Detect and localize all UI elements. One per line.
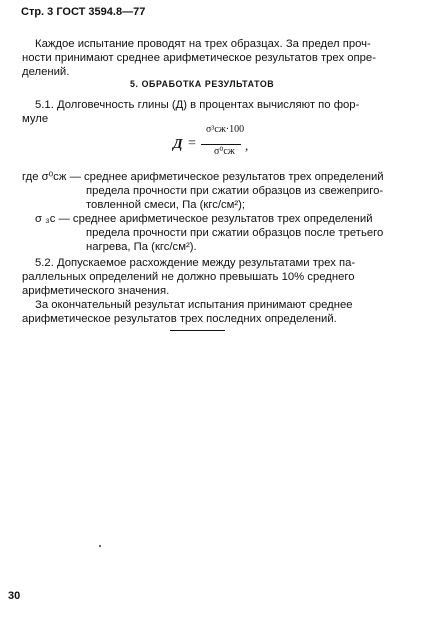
formula-numerator: σ³сж·100: [206, 124, 245, 135]
formula-lhs: Д: [173, 137, 183, 152]
fraction-line: [201, 144, 241, 145]
formula-equals: =: [188, 136, 196, 151]
intro-line-1: Каждое испытание проводят на трех образцах. За предел проч-: [35, 38, 371, 50]
definition-line-6: нагрева, Па (кгс/см²).: [86, 241, 197, 253]
clause-5-2-line-2: раллельных определений не должно превышать 10% среднего: [22, 271, 355, 283]
intro-line-3: делений.: [22, 66, 70, 78]
formula-denominator: σ⁰сж: [214, 146, 235, 157]
formula-comma: ,: [245, 138, 249, 153]
definition-line-5: предела прочности при сжатии образцов после третьего: [86, 227, 384, 239]
definition-line-4: σ ₃с — среднее арифметическое результатов трех определений: [35, 213, 373, 225]
clause-5-1-line-2: муле: [22, 113, 49, 125]
final-line-2: арифметическое результатов трех последних определений.: [22, 313, 337, 325]
clause-5-2-line-3: арифметического значения.: [22, 285, 170, 297]
durability-formula: [173, 123, 253, 163]
closing-rule: [170, 330, 225, 331]
clause-5-1-line-1: 5.1. Долговечность глины (Д) в процентах вычисляют по фор-: [35, 99, 360, 111]
section-title: 5. ОБРАБОТКА РЕЗУЛЬТАТОВ: [130, 79, 275, 89]
definition-line-1: где σ⁰сж — среднее арифметическое результатов трех определений: [22, 171, 384, 183]
clause-5-2-line-1: 5.2. Допускаемое расхождение между результатами трех па-: [35, 257, 356, 269]
final-line-1: За окончательный результат испытания принимают среднее: [35, 299, 353, 311]
scan-speck: [99, 545, 101, 547]
intro-line-2: ности принимают среднее арифметическое результатов трех опре-: [22, 52, 376, 64]
definition-line-3: товленной смеси, Па (кгс/см²);: [86, 199, 246, 211]
page-number: 30: [8, 590, 21, 602]
page-header: Стр. 3 ГОСТ 3594.8—77: [21, 6, 146, 18]
definition-line-2: предела прочности при сжатии образцов из свежеприго-: [86, 185, 384, 197]
